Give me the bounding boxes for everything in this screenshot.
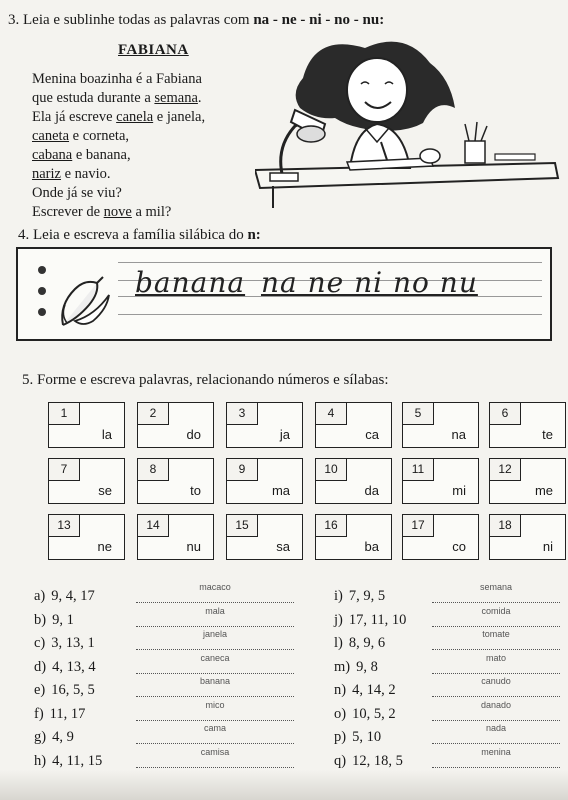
page-bottom-shadow xyxy=(0,770,568,800)
answer-numbers: 9, 8 xyxy=(356,658,378,675)
card-number: 13 xyxy=(48,514,80,537)
poem xyxy=(32,70,205,222)
answer-line[interactable] xyxy=(136,743,294,744)
answer-item xyxy=(334,605,511,629)
written-answer: canudo xyxy=(481,676,511,686)
answer-label: a) xyxy=(34,588,46,604)
answer-item xyxy=(334,582,513,605)
answer-line[interactable] xyxy=(136,649,294,650)
card-syllable: na xyxy=(451,427,466,442)
poem-text: e janela, xyxy=(153,109,206,125)
card-number: 18 xyxy=(489,514,521,537)
card-number: 2 xyxy=(137,402,169,425)
answer-numbers: 16, 5, 5 xyxy=(51,682,95,698)
card-number: 11 xyxy=(402,458,434,481)
poem-line xyxy=(32,184,205,203)
answer-item xyxy=(334,652,506,676)
written-answer: macaco xyxy=(199,582,231,592)
poem-line xyxy=(32,108,205,127)
written-answer: semana xyxy=(479,582,513,592)
answer-item xyxy=(34,605,225,629)
answer-line[interactable] xyxy=(136,673,294,674)
answer-item xyxy=(34,699,225,723)
answer-label: n) xyxy=(334,682,347,698)
answer-numbers: 12, 18, 5 xyxy=(352,752,403,769)
card-number: 10 xyxy=(315,458,347,481)
written-answer: comida xyxy=(481,605,511,616)
question-3-syllables: na - ne - ni - no - nu: xyxy=(253,12,385,28)
card-syllable: te xyxy=(542,427,553,442)
question-4-text: Leia e escreva a família silábica do xyxy=(33,227,244,243)
answer-item xyxy=(334,629,510,652)
syllable-card xyxy=(137,458,214,504)
card-syllable: ca xyxy=(365,427,379,442)
card-number: 4 xyxy=(315,402,347,425)
answer-label: m) xyxy=(334,658,351,675)
poem-line xyxy=(32,89,205,108)
answer-item xyxy=(334,699,512,723)
answer-numbers: 9, 1 xyxy=(52,611,74,628)
answer-line[interactable] xyxy=(432,602,560,603)
poem-text: Onde já se viu? xyxy=(32,185,122,201)
answer-label: l) xyxy=(334,635,343,651)
syllable-card xyxy=(226,458,303,504)
answer-label: h) xyxy=(34,752,47,769)
answer-label: e) xyxy=(34,682,46,698)
card-syllable: ni xyxy=(542,539,553,554)
card-number: 14 xyxy=(137,514,169,537)
answer-label: j) xyxy=(334,611,343,628)
answer-line[interactable] xyxy=(136,696,294,697)
card-syllable: to xyxy=(190,483,201,498)
syllable-card xyxy=(402,402,479,448)
written-answer: cama xyxy=(203,723,226,733)
answer-item xyxy=(34,676,231,699)
underlined-word: caneta xyxy=(32,128,70,144)
card-number: 17 xyxy=(402,514,434,537)
answer-label: g) xyxy=(34,729,47,745)
answer-numbers: 7, 9, 5 xyxy=(348,588,386,604)
syllable-card xyxy=(315,514,392,560)
syllable-card xyxy=(402,458,479,504)
written-answer: janela xyxy=(202,629,228,639)
answer-numbers: 3, 13, 1 xyxy=(51,635,95,651)
card-syllable: ja xyxy=(279,427,290,442)
card-number: 5 xyxy=(402,402,434,425)
syllable-card xyxy=(315,402,392,448)
answer-item xyxy=(334,746,511,770)
poem-text: Menina boazinha é a Fabiana xyxy=(32,71,202,87)
syllable-card xyxy=(402,514,479,560)
written-answer: menina xyxy=(481,746,511,757)
answer-line[interactable] xyxy=(432,673,560,674)
underlined-word: semana xyxy=(154,90,198,106)
syllable-family: na ne ni no nu xyxy=(260,266,478,299)
underlined-word: cabana xyxy=(32,147,73,163)
answer-numbers: 11, 17 xyxy=(49,705,86,722)
underlined-word: canela xyxy=(116,109,154,125)
answer-line[interactable] xyxy=(136,720,294,721)
answer-line[interactable] xyxy=(432,767,560,768)
question-4-number: 4. xyxy=(18,227,30,243)
poem-line xyxy=(32,165,205,184)
card-number: 7 xyxy=(48,458,80,481)
card-number: 16 xyxy=(315,514,347,537)
poem-line xyxy=(32,70,205,89)
answer-line[interactable] xyxy=(136,626,294,627)
question-5-heading xyxy=(22,372,389,389)
syllable-card xyxy=(48,402,125,448)
girl-studying-illustration xyxy=(255,38,565,218)
syllable-card xyxy=(137,514,214,560)
poem-line xyxy=(32,146,205,165)
written-answer: nada xyxy=(485,723,507,733)
syllable-card xyxy=(226,514,303,560)
poem-text: e corneta, xyxy=(69,128,130,144)
binder-hole xyxy=(38,266,46,274)
card-syllable: ba xyxy=(364,539,379,554)
model-word: banana xyxy=(135,266,246,299)
handwriting-sample xyxy=(135,266,478,299)
poem-text: Escrever de xyxy=(32,204,104,220)
answer-numbers: 10, 5, 2 xyxy=(352,705,396,722)
poem-title: FABIANA xyxy=(118,42,189,58)
answer-label: c) xyxy=(34,635,46,651)
answer-numbers: 4, 9 xyxy=(52,729,74,745)
card-number: 3 xyxy=(226,402,258,425)
syllable-card xyxy=(48,458,125,504)
answer-line[interactable] xyxy=(432,743,560,744)
ruled-line xyxy=(118,262,542,263)
poem-text: . xyxy=(197,90,202,106)
poem-line xyxy=(32,127,205,146)
poem-text: Ela já escreve xyxy=(32,109,117,125)
answer-label: d) xyxy=(34,658,47,675)
written-answer: caneca xyxy=(200,652,230,663)
written-answer: mala xyxy=(205,605,225,616)
binder-hole xyxy=(38,287,46,295)
written-answer: danado xyxy=(480,699,512,710)
card-syllable: nu xyxy=(186,539,201,554)
card-syllable: ma xyxy=(271,483,290,498)
answer-numbers: 4, 13, 4 xyxy=(52,658,96,675)
answer-numbers: 17, 11, 10 xyxy=(348,611,407,628)
card-syllable: se xyxy=(98,483,112,498)
answer-label: f) xyxy=(34,705,44,722)
question-4-heading xyxy=(18,227,261,244)
underlined-word: nariz xyxy=(32,166,61,182)
answer-numbers: 8, 9, 6 xyxy=(348,635,386,651)
answer-numbers: 4, 11, 15 xyxy=(52,752,103,769)
written-answer: banana xyxy=(199,676,231,686)
card-syllable: da xyxy=(364,483,379,498)
binder-hole xyxy=(38,308,46,316)
poem-text: e navio. xyxy=(60,166,111,182)
answer-numbers: 5, 10 xyxy=(352,729,382,745)
answer-line[interactable] xyxy=(136,602,294,603)
syllable-card xyxy=(48,514,125,560)
card-number: 12 xyxy=(489,458,521,481)
answer-item xyxy=(34,629,228,652)
card-number: 1 xyxy=(48,402,80,425)
question-3-number: 3. xyxy=(8,12,20,28)
question-5-number: 5. xyxy=(22,372,34,388)
answer-item xyxy=(34,746,230,770)
syllable-card xyxy=(315,458,392,504)
question-3-heading xyxy=(8,12,384,29)
card-syllable: do xyxy=(186,427,201,442)
answer-label: q) xyxy=(334,752,347,769)
card-syllable: me xyxy=(534,483,553,498)
answer-numbers: 9, 4, 17 xyxy=(51,588,95,604)
answer-item xyxy=(34,723,226,746)
written-answer: camisa xyxy=(200,746,230,757)
poem-line xyxy=(32,203,205,222)
syllable-card xyxy=(226,402,303,448)
poem-text: a mil? xyxy=(131,204,172,220)
banana-icon xyxy=(55,275,115,331)
card-number: 9 xyxy=(226,458,258,481)
answer-label: i) xyxy=(334,588,343,604)
underlined-word: nove xyxy=(103,204,132,220)
answer-item xyxy=(334,723,507,746)
card-syllable: mi xyxy=(452,483,466,498)
written-answer: mato xyxy=(485,652,506,663)
answer-label: o) xyxy=(334,705,347,722)
answer-numbers: 4, 14, 2 xyxy=(352,682,396,698)
written-answer: mico xyxy=(205,699,225,710)
card-syllable: la xyxy=(101,427,112,442)
answer-line[interactable] xyxy=(432,720,560,721)
poem-text: e banana, xyxy=(72,147,131,163)
syllable-card xyxy=(137,402,214,448)
card-syllable: ne xyxy=(97,539,112,554)
answer-line[interactable] xyxy=(432,649,560,650)
answer-item xyxy=(34,652,230,676)
card-syllable: sa xyxy=(276,539,290,554)
answer-item xyxy=(34,582,231,605)
answer-line[interactable] xyxy=(432,626,560,627)
syllable-card xyxy=(489,514,566,560)
syllable-card xyxy=(489,458,566,504)
answer-line[interactable] xyxy=(432,696,560,697)
answer-label: b) xyxy=(34,611,47,628)
poem-text: que estuda durante a xyxy=(32,90,155,106)
card-number: 6 xyxy=(489,402,521,425)
card-syllable: co xyxy=(452,539,466,554)
syllable-card xyxy=(489,402,566,448)
ruled-line xyxy=(118,314,542,315)
written-answer: tomate xyxy=(482,629,510,639)
answer-label: p) xyxy=(334,729,347,745)
answer-line[interactable] xyxy=(136,767,294,768)
question-3-text: Leia e sublinhe todas as palavras com xyxy=(23,12,250,28)
card-number: 15 xyxy=(226,514,258,537)
card-number: 8 xyxy=(137,458,169,481)
question-5-text: Forme e escreva palavras, relacionando números e sílabas: xyxy=(37,372,389,388)
question-4-bold-letter: n: xyxy=(247,227,261,243)
answer-item xyxy=(334,676,511,699)
